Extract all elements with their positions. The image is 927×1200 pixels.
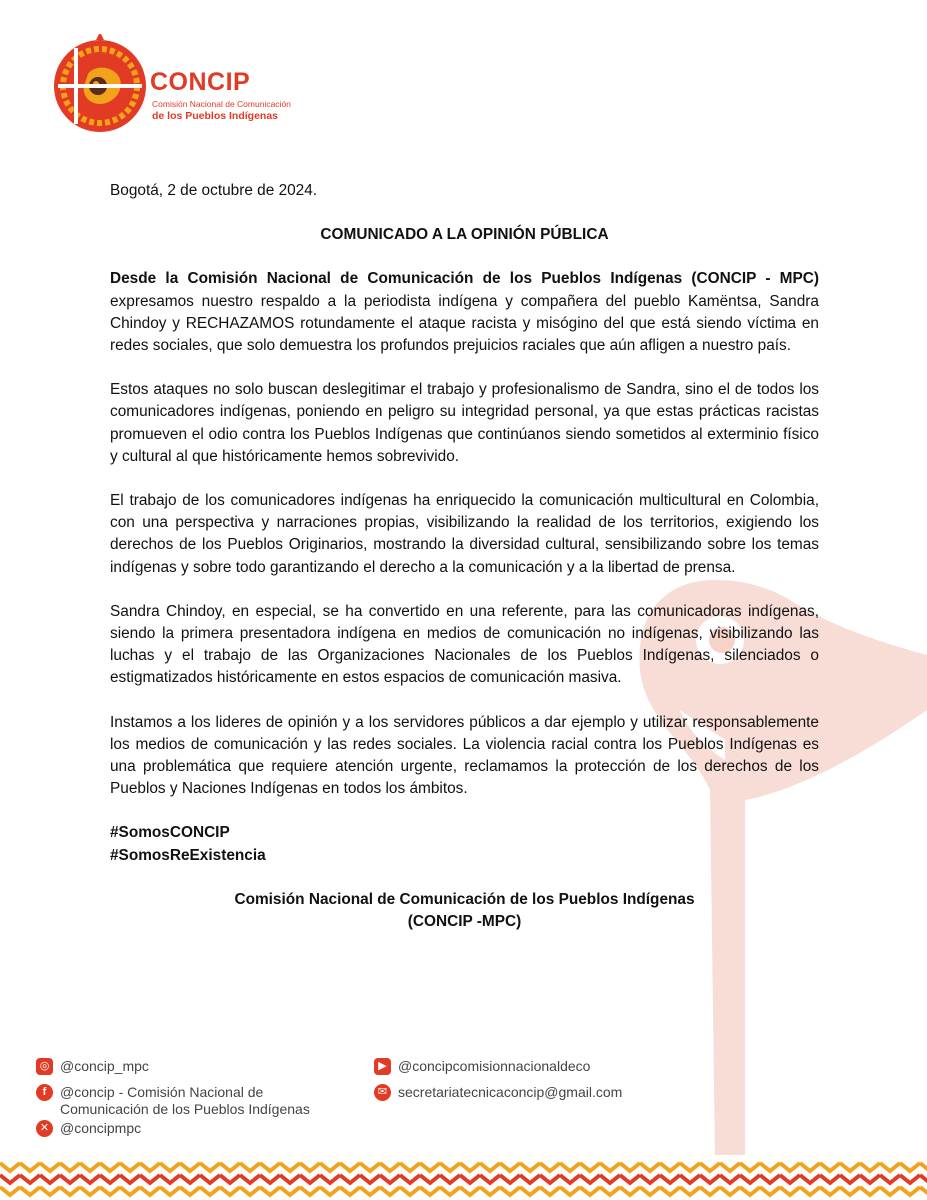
- instagram-icon: ◎: [36, 1058, 53, 1075]
- paragraph-1-bold-intro: Desde la Comisión Nacional de Comunicación de los Pueblos Indígenas (CONCIP - MPC): [110, 270, 819, 288]
- paragraph-1-text: expresamos nuestro respaldo a la periodista indígena y compañera del pueblo Kamëntsa, Sandra Chindoy y RECHAZAMOS rotundamente el ataque racista y misógino del que está siendo víctima en redes sociales, que solo demuestra los profundos prejuicios raciales que aún afligen a nuestro país.: [110, 292, 819, 355]
- footer-email[interactable]: [374, 1084, 622, 1101]
- communique-body: [110, 180, 819, 933]
- instagram-handle: @concip_mpc: [60, 1058, 149, 1074]
- logo-subtitle-line2: de los Pueblos Indígenas: [152, 110, 279, 122]
- email-address: secretariatecnicaconcip@gmail.com: [398, 1084, 623, 1100]
- logo-title: CONCIP: [150, 68, 251, 96]
- facebook-line1: @concip - Comisión Nacional de: [60, 1084, 264, 1100]
- signature-line2: (CONCIP -MPC): [407, 913, 522, 931]
- facebook-line2: Comunicación de los Pueblos Indígenas: [60, 1101, 310, 1117]
- paragraph-3: El trabajo de los comunicadores indígenas ha enriquecido la comunicación multicultural en Colombia, con una perspectiva y narraciones propias, visibilizando la realidad de los territorios, exigiendo los derechos de los Pueblos Originarios, mostrando la diversidad cultural, sensibilizando sobre los temas indígenas y sobre todo garantizando el derecho a la comunicación y a la libertad de prensa.: [110, 492, 819, 576]
- footer-instagram[interactable]: [36, 1058, 149, 1075]
- hashtag: #SomosCONCIP: [110, 824, 230, 842]
- email-icon: ✉: [374, 1084, 391, 1101]
- facebook-text: [60, 1084, 310, 1118]
- footer-facebook[interactable]: [36, 1084, 310, 1118]
- footer-x[interactable]: [36, 1120, 141, 1137]
- x-handle: @concipmpc: [60, 1120, 142, 1136]
- paragraph-2: Estos ataques no solo buscan deslegitimar el trabajo y profesionalismo de Sandra, sino el de todos los comunicadores indígenas, poniendo en peligro su integridad personal, ya que estas prácticas racistas promueven el odio contra los Pueblos Indígenas que continúanos siendo sometidos al exterminio físico y cultural al que históricamente hemos sobrevivido.: [110, 381, 819, 465]
- signature: [110, 889, 819, 933]
- decorative-border: [0, 1155, 927, 1200]
- logo-subtitle-line1: Comisión Nacional de Comunicación: [152, 99, 291, 109]
- concip-logo: [50, 26, 291, 146]
- hashtag: #SomosReExistencia: [110, 846, 266, 864]
- document-date: Bogotá, 2 de octubre de 2024.: [110, 182, 318, 199]
- signature-line1: Comisión Nacional de Comunicación de los Pueblos Indígenas: [234, 890, 695, 908]
- facebook-icon: f: [36, 1084, 53, 1101]
- youtube-icon: ▶: [374, 1058, 391, 1075]
- paragraph-1: [110, 268, 819, 357]
- hashtags: [110, 822, 819, 866]
- paragraph-4: Sandra Chindoy, en especial, se ha convertido en una referente, para las comunicadoras indígenas, siendo la primera presentadora indígena en medios de comunicación no indígenas, visibilizando las luchas y el trabajo de las Organizaciones Nacionales de los Pueblos Indígenas, silenciados o estigmatizados históricamente en estos espacios de comunicación masiva.: [110, 602, 819, 687]
- footer-youtube[interactable]: [374, 1058, 590, 1075]
- document-heading: COMUNICADO A LA OPINIÓN PÚBLICA: [320, 226, 609, 244]
- paragraph-5: Instamos a los lideres de opinión y a los servidores públicos a dar ejemplo y utilizar responsablemente los medios de comunicación y las redes sociales. La violencia racial contra los Pueblos Indígenas es una problemática que requiere atención urgente, reclamamos la protección de los derechos de los Pueblos y Naciones Indígenas en todos los ámbitos.: [110, 713, 819, 798]
- x-icon: ✕: [36, 1120, 53, 1137]
- youtube-handle: @concipcomisionnacionaldeco: [398, 1058, 591, 1074]
- concip-emblem-icon: [50, 34, 150, 134]
